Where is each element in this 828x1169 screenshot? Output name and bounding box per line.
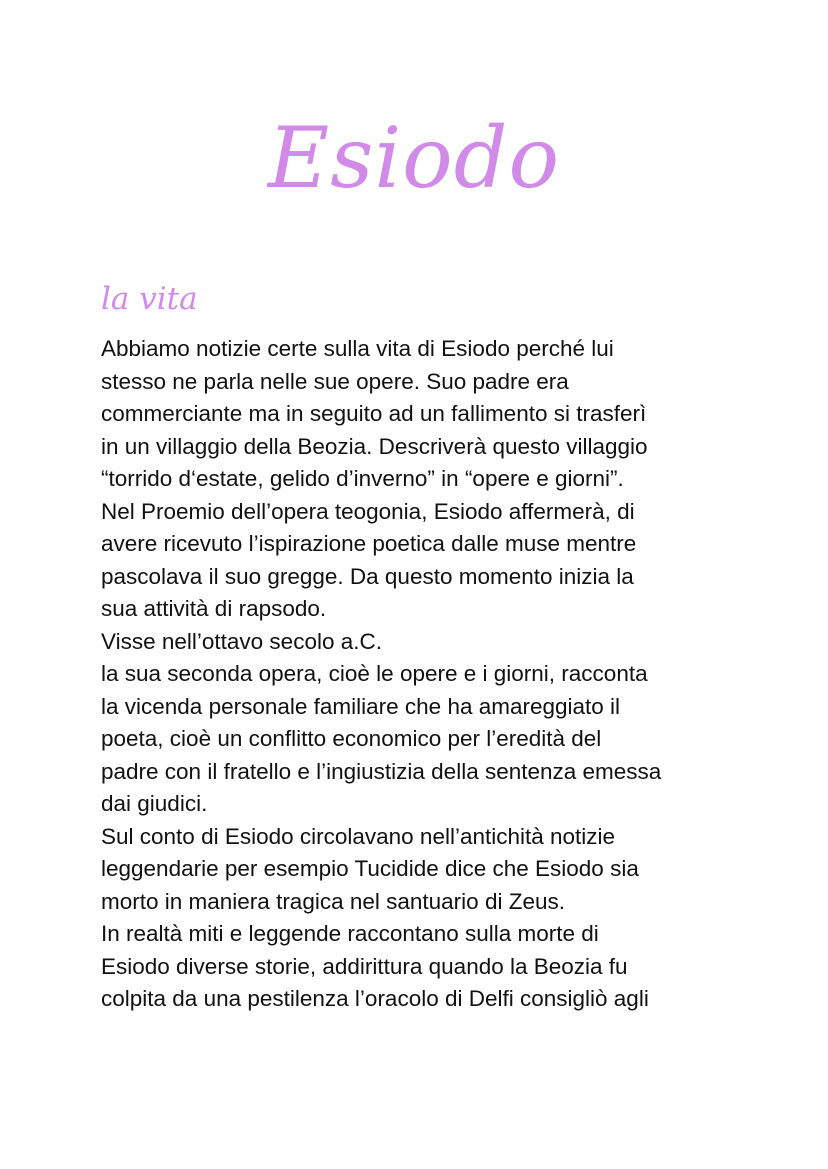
section-heading: la vita	[101, 281, 198, 317]
text-line: Visse nell’ottavo secolo a.C.	[101, 628, 382, 654]
body-text	[101, 333, 741, 1016]
text-line: Esiodo diverse storie, addirittura quando la Beozia fu	[101, 953, 628, 979]
text-line: commerciante ma in seguito ad un fallimento si trasferì	[101, 401, 647, 426]
text-line: padre con il fratello e l’ingiustizia della sentenza emessa	[101, 758, 662, 784]
text-line: poeta, cioè un conflitto economico per l’eredità del	[101, 726, 602, 751]
text-line: morto in maniera tragica nel santuario di Zeus.	[101, 888, 565, 914]
text-line: stesso ne parla nelle sue opere. Suo padre era	[101, 368, 569, 394]
text-line: in un villaggio della Beozia. Descriverà questo villaggio	[101, 433, 648, 459]
text-line: “torrido d‘estate, gelido d’inverno” in “opere e giorni”.	[101, 466, 624, 491]
text-line: In realtà miti e leggende raccontano sulla morte di	[101, 921, 599, 946]
text-line: la vicenda personale familiare che ha amareggiato il	[101, 693, 621, 719]
text-line: leggendarie per esempio Tucidide dice che Esiodo sia	[101, 856, 639, 881]
text-line: Abbiamo notizie certe sulla vita di Esiodo perché lui	[101, 336, 614, 361]
text-line: la sua seconda opera, cioè le opere e i giorni, racconta	[101, 661, 648, 686]
page-title: Esiodo	[267, 109, 561, 207]
text-line: colpita da una pestilenza l’oracolo di Delfi consigliò agli	[101, 986, 649, 1011]
text-line: Sul conto di Esiodo circolavano nell’antichità notizie	[101, 823, 616, 849]
text-line: avere ricevuto l’ispirazione poetica dalle muse mentre	[101, 531, 637, 556]
text-line: sua attività di rapsodo.	[101, 596, 327, 621]
text-line: pascolava il suo gregge. Da questo momento inizia la	[101, 563, 634, 589]
text-line: dai giudici.	[101, 791, 208, 816]
text-line: Nel Proemio dell’opera teogonia, Esiodo affermerà, di	[101, 498, 635, 524]
